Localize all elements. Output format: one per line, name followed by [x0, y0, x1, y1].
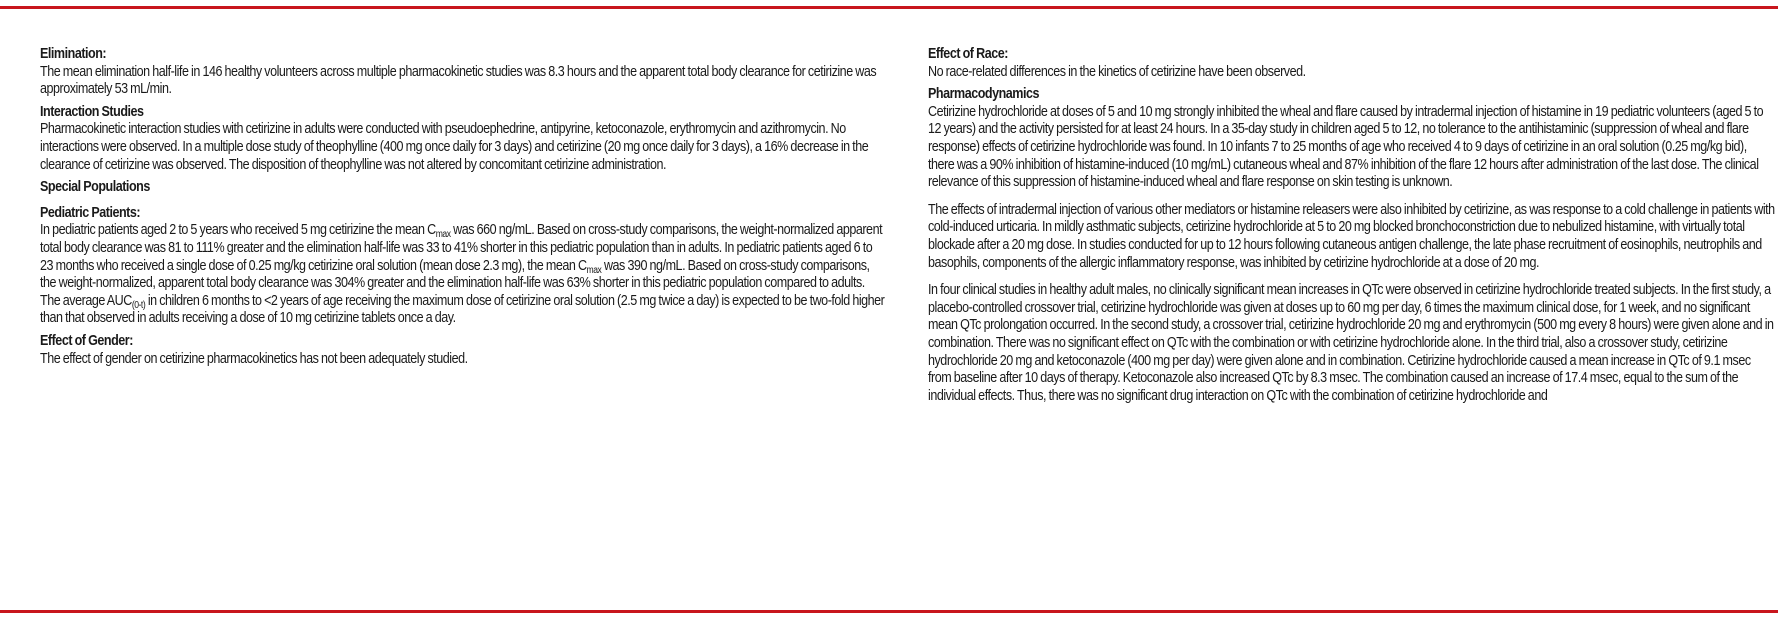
pediatric-text-part: was 660 ng/mL. Based on cross-study comparisons, the weight-normalized apparent total body clearance was 81 to 111% greater and the elimination half-life was 33 to 41% shorter in this pediatric population than in adults. In pediatric patients aged 6 to 23 months who received a single dose of 0.25 mg/kg cetirizine oral solution (mean dose 2.3 mg), the mean C [40, 222, 883, 274]
top-border-rule [0, 6, 1778, 9]
pharmacodynamics-paragraph-1: Cetirizine hydrochloride at doses of 5 and 10 mg strongly inhibited the wheal and flare caused by intradermal injection of histamine in 19 pediatric volunteers (aged 5 to 12 years) and the activity persisted for at least 24 hours. In a 35-day study in children aged 5 to 12, no tolerance to the antihistaminic (suppression of wheal and flare response) effects of cetirizine hydrochloride was found. In 10 infants 7 to 25 months of age who received 4 to 9 days of cetirizine in an oral solution (0.25 mg/kg bid), there was a 90% inhibition of histamine-induced (10 mg/mL) cutaneous wheal and 87% inhibition of the flare 12 hours after administration of the last dose. The clinical relevance of this suppression of histamine-induced wheal and flare response on skin testing is unknown. [928, 103, 1764, 191]
elimination-text: The mean elimination half-life in 146 healthy volunteers across multiple pharmacokinetic studies was 8.3 hours and the apparent total body clearance for cetirizine was approximately 53 mL/min. [40, 63, 877, 98]
special-populations-heading: Special Populations [40, 179, 150, 196]
effect-of-gender-heading: Effect of Gender: [40, 332, 133, 349]
auc-subscript: (0-t) [131, 299, 146, 311]
left-column [40, 46, 887, 373]
effect-of-race-heading: Effect of Race: [928, 46, 1008, 62]
pharmacodynamics-paragraph-2: The effects of intradermal injection of various other mediators or histamine releasers were also inhibited by cetirizine, as was response to a cold challenge in patients with cold-induced urticaria. In mildly asthmatic subjects, cetirizine hydrochloride at 5 to 20 mg blocked bronchoconstriction due to nebulized histamine, with virtually total blockade after a 20 mg dose. In studies conducted for up to 12 hours following cutaneous antigen challenge, the late phase recruitment of eosinophils, neutrophils and basophils, components of the allergic inflammatory response, was inhibited by cetirizine hydrochloride at a dose of 20 mg. [928, 201, 1775, 271]
pediatric-text-part: in children 6 months to <2 years of age receiving the maximum dose of cetirizine oral solution (2.5 mg twice a day) is expected to be two-fold higher than that observed in adults receiving a dose of 10 mg cetirizine tablets once a day. [40, 292, 885, 327]
pediatric-patients-text [40, 222, 887, 328]
pediatric-patients-heading: Pediatric Patients: [40, 204, 141, 221]
pediatric-text-part: was 390 ng/mL. Based on cross-study comparisons, the weight-normalized, apparent total body clearance was 304% greater and the elimination half-life was 63% shorter in this pediatric population compared to adults. The average AUC [40, 257, 870, 309]
elimination-heading: Elimination: [40, 46, 107, 62]
bottom-border-rule [0, 610, 1778, 613]
effect-of-gender-text: The effect of gender on cetirizine pharmacokinetics has not been adequately studied. [40, 350, 468, 367]
cmax-subscript: max [435, 229, 451, 241]
pediatric-text-part: In pediatric patients aged 2 to 5 years who received 5 mg cetirizine the mean C [40, 222, 436, 239]
cmax-subscript: max [586, 264, 602, 276]
right-column [928, 46, 1775, 410]
pharmacodynamics-heading: Pharmacodynamics [928, 86, 1040, 103]
effect-of-race-text: No race-related differences in the kinetics of cetirizine have been observed. [928, 63, 1306, 80]
pharmacodynamics-paragraph-3: In four clinical studies in healthy adult males, no clinically significant mean increases in QTc were observed in cetirizine hydrochloride treated subjects. In the first study, a placebo-controlled crossover trial, cetirizine hydrochloride was given at doses up to 60 mg per day, 6 times the maximum clinical dose, for 1 week, and no significant mean QTc prolongation occurred. In the second study, a crossover trial, cetirizine hydrochloride 20 mg and erythromycin (500 mg every 8 hours) were given alone and in combination. There was no significant effect on QTc with the combination or with cetirizine hydrochloride alone. In the third trial, also a crossover study, cetirizine hydrochloride 20 mg and ketoconazole (400 mg per day) were given alone and in combination. Cetirizine hydrochloride caused a mean increase in QTc of 9.1 msec from baseline after 10 days of therapy. Ketoconazole also increased QTc by 8.3 msec. The combination caused an increase of 17.4 msec, equal to the sum of the individual effects. Thus, there was no significant drug interaction on QTc with the combination of cetirizine hydrochloride and [928, 282, 1774, 404]
interaction-studies-heading: Interaction Studies [40, 103, 144, 120]
interaction-studies-text: Pharmacokinetic interaction studies with cetirizine in adults were conducted with pseudoephedrine, antipyrine, ketoconazole, erythromycin and azithromycin. No interactions were observed. In a multiple dose study of theophylline (400 mg once daily for 3 days) and cetirizine (20 mg once daily for 3 days), a 16% decrease in the clearance of cetirizine was observed. The disposition of theophylline was not altered by concomitant cetirizine administration. [40, 121, 869, 173]
